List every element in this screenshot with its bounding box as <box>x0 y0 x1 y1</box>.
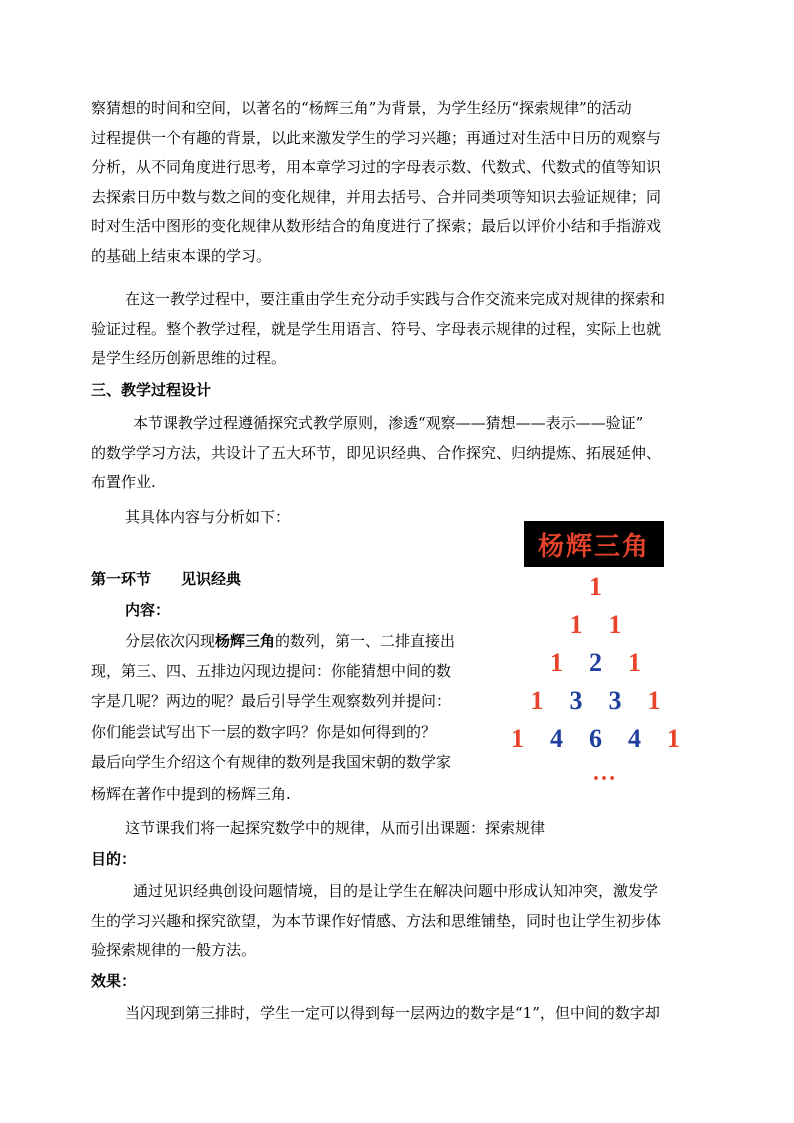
para1-line: 的基础上结束本课的学习。 <box>91 247 272 265</box>
content-line: 字是几呢？两边的呢？最后引导学生观察数列并提问： <box>91 692 452 710</box>
triangle-continuation-dots: … <box>592 760 616 786</box>
para2-line: 是学生经历创新思维的过程。 <box>91 349 287 367</box>
content-line: 你们能尝试写出下一层的数字吗？你是如何得到的？ <box>91 723 437 741</box>
triangle-number: 3 <box>608 686 622 715</box>
goal-line: 生的学习兴趣和探究欲望，为本节课作好情感、方法和思维铺垫，同时也让学生初步体 <box>91 912 662 930</box>
triangle-number: 1 <box>608 610 622 639</box>
effect-line: 当闪现到第三排时，学生一定可以得到每一层两边的数字是“1”，但中间的数字却 <box>125 1004 660 1022</box>
para2-line: 验证过程。整个教学过程，就是学生用语言、符号、字母表示规律的过程，实际上也就 <box>91 320 662 338</box>
triangle-number: 1 <box>647 686 661 715</box>
goal-line: 验探索规律的一般方法。 <box>91 941 257 959</box>
triangle-number: 6 <box>589 724 602 753</box>
para1-line: 察猜想的时间和空间，以著名的“杨辉三角”为背景，为学生经历“探索规律”的活动 <box>91 99 632 117</box>
para2-line: 在这一教学过程中，要注重由学生充分动手实践与合作交流来完成对规律的探索和 <box>125 290 666 308</box>
triangle-number: 1 <box>589 572 602 601</box>
content-line: 分层依次闪现杨辉三角的数列，第一、二排直接出 <box>125 632 456 650</box>
section1-title: 第一环节 见识经典 <box>91 570 242 588</box>
yanghui-triangle-title: 杨辉三角 <box>524 521 664 567</box>
para1-line: 时对生活中图形的变化规律从数形结合的角度进行了探索；最后以评价小结和手指游戏 <box>91 217 662 235</box>
para1-line: 去探索日历中数与数之间的变化规律，并用去括号、合并同类项等知识去验证规律；同 <box>91 188 662 206</box>
yanghui-bold-term: 杨辉三角 <box>215 632 276 650</box>
para1-line: 分析，从不同角度进行思考，用本章学习过的字母表示数、代数式、代数式的值等知识 <box>91 158 662 176</box>
triangle-number: 2 <box>589 648 602 677</box>
triangle-number: 1 <box>530 686 544 715</box>
para4-line: 其具体内容与分析如下： <box>125 508 291 526</box>
section-heading: 三、教学过程设计 <box>91 381 212 399</box>
triangle-number: 1 <box>628 648 641 677</box>
goal-line: 通过见识经典创设问题情境，目的是让学生在解决问题中形成认知冲突，激发学 <box>133 882 659 900</box>
para3-line: 布置作业. <box>91 473 156 491</box>
triangle-number: 1 <box>667 724 680 753</box>
content-line: 杨辉在著作中提到的杨辉三角. <box>91 785 291 803</box>
content-label: 内容： <box>125 601 171 619</box>
para3-line: 本节课教学过程遵循探究式教学原则，渗透“观察——猜想——表示——验证” <box>133 414 644 432</box>
triangle-number: 1 <box>511 724 524 753</box>
goal-label: 目的： <box>91 850 137 868</box>
content-line: 最后向学生介绍这个有规律的数列是我国宋朝的数学家 <box>91 753 452 771</box>
para3-line: 的数学学习方法，共设计了五大环节，即见识经典、合作探究、归纳提炼、拓展延伸、 <box>91 444 662 462</box>
triangle-number: 4 <box>628 724 641 753</box>
para1-line: 过程提供一个有趣的背景，以此来激发学生的学习兴趣；再通过对生活中日历的观察与 <box>91 129 662 147</box>
effect-label: 效果： <box>91 972 137 990</box>
triangle-number: 3 <box>569 686 583 715</box>
content-line: 现，第三、四、五排边闪现边提问：你能猜想中间的数 <box>91 662 452 680</box>
triangle-number: 1 <box>569 610 583 639</box>
triangle-number: 4 <box>550 724 563 753</box>
triangle-number: 1 <box>550 648 563 677</box>
content-line: 这节课我们将一起探究数学中的规律，从而引出课题：探索规律 <box>125 819 546 837</box>
